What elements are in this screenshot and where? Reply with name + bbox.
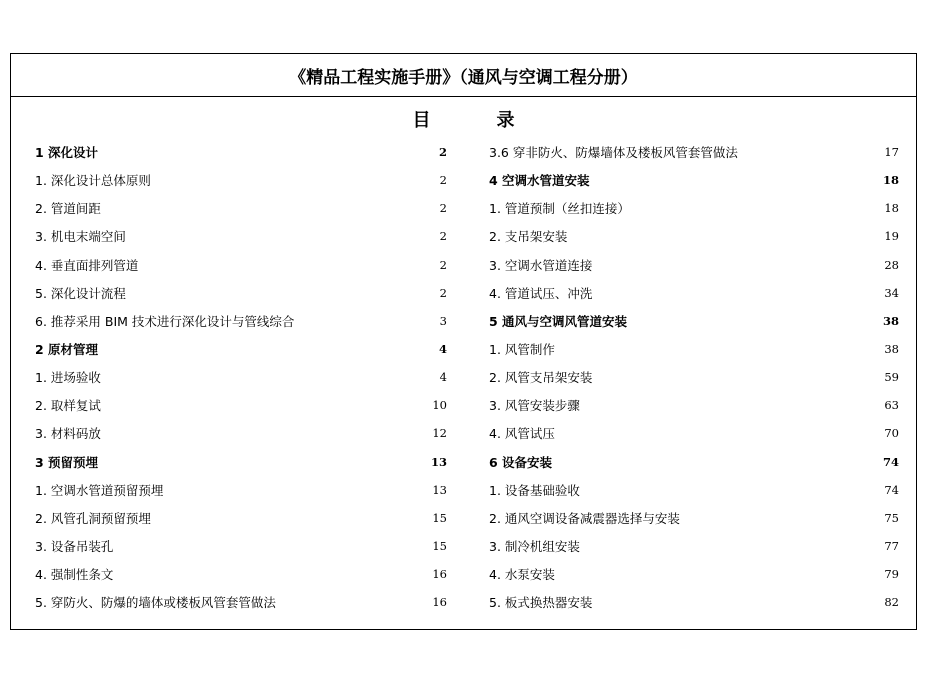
toc-entry-label: 1. 空调水管道预留预埋 [35, 482, 164, 498]
toc-entry-label: 2 原材管理 [35, 342, 99, 358]
toc-entry-label: 4 空调水管道安装 [489, 173, 590, 189]
toc-entry-label: 3. 机电末端空间 [35, 229, 126, 245]
toc-entry-page-number: 79 [884, 567, 899, 582]
toc-entry[interactable] [489, 419, 899, 447]
toc-entry-label: 1. 设备基础验收 [489, 482, 580, 498]
toc-section-entry[interactable] [35, 138, 447, 166]
toc-entry-page-number: 2 [439, 201, 447, 216]
toc-entry-page-number: 77 [884, 539, 899, 554]
toc-entry-page-number: 15 [432, 510, 447, 525]
toc-entry-label: 3. 设备吊装孔 [35, 539, 114, 555]
toc-entry-label: 2. 风管支吊架安装 [489, 370, 593, 386]
toc-entry[interactable] [489, 279, 899, 307]
toc-entry-label: 4. 强制性条文 [35, 567, 114, 583]
toc-entry[interactable] [35, 363, 447, 391]
toc-entry-page-number: 2 [439, 229, 447, 244]
toc-entry[interactable] [489, 588, 899, 616]
toc-entry-label: 3. 制冷机组安装 [489, 539, 580, 555]
document-frame [10, 53, 917, 630]
toc-entry-page-number: 3 [439, 313, 447, 328]
toc-entry-label: 4. 水泵安装 [489, 567, 555, 583]
toc-entry-label: 4. 风管试压 [489, 426, 555, 442]
toc-entry-page-number: 18 [884, 201, 899, 216]
toc-entry-label: 1. 深化设计总体原则 [35, 173, 151, 189]
toc-entry[interactable] [35, 307, 447, 335]
toc-entry-label: 3. 空调水管道连接 [489, 257, 593, 273]
toc-entry-label: 1. 进场验收 [35, 370, 101, 386]
toc-entry[interactable] [35, 476, 447, 504]
toc-entry-page-number: 38 [882, 313, 899, 328]
toc-entry-label: 4. 管道试压、冲洗 [489, 285, 593, 301]
toc-entry-label: 6. 推荐采用 BIM 技术进行深化设计与管线综合 [35, 313, 295, 329]
toc-entry[interactable] [489, 363, 899, 391]
toc-entry[interactable] [489, 138, 899, 166]
toc-entry-page-number: 15 [432, 539, 447, 554]
toc-entry[interactable] [489, 194, 899, 222]
toc-entry-label: 1. 风管制作 [489, 342, 555, 358]
toc-entry-label: 4. 垂直面排列管道 [35, 257, 139, 273]
toc-entry-page-number: 74 [884, 482, 899, 497]
toc-entry-label: 1 深化设计 [35, 145, 99, 161]
toc-entry-label: 5. 穿防火、防爆的墙体或楼板风管套管做法 [35, 595, 276, 611]
toc-entry-page-number: 74 [882, 454, 899, 469]
toc-entry-page-number: 2 [439, 285, 447, 300]
toc-entry[interactable] [35, 194, 447, 222]
toc-entry[interactable] [35, 222, 447, 250]
toc-entry-page-number: 13 [432, 482, 447, 497]
toc-entry-label: 3 预留预埋 [35, 454, 99, 470]
toc-entry-label: 3. 风管安装步骤 [489, 398, 580, 414]
toc-section-entry[interactable] [489, 307, 899, 335]
toc-entry-label: 5. 板式换热器安装 [489, 595, 593, 611]
toc-entry-page-number: 34 [884, 285, 899, 300]
toc-entry-label: 2. 风管孔洞预留预埋 [35, 510, 151, 526]
toc-entry[interactable] [35, 419, 447, 447]
toc-entry-page-number: 63 [884, 398, 899, 413]
toc-left-column [35, 138, 447, 616]
toc-entry[interactable] [489, 222, 899, 250]
toc-entry[interactable] [489, 504, 899, 532]
toc-entry-page-number: 12 [432, 426, 447, 441]
toc-entry-page-number: 18 [882, 173, 899, 188]
toc-entry-page-number: 2 [439, 257, 447, 272]
toc-entry[interactable] [35, 279, 447, 307]
toc-entry-page-number: 10 [432, 398, 447, 413]
document-title: 《精品工程实施手册》（通风与空调工程分册） [11, 54, 916, 97]
toc-entry-page-number: 75 [884, 510, 899, 525]
toc-entry[interactable] [489, 391, 899, 419]
toc-entry-label: 2. 管道间距 [35, 201, 101, 217]
toc-section-entry[interactable] [35, 448, 447, 476]
toc-entry[interactable] [35, 166, 447, 194]
toc-entry-label: 5 通风与空调风管道安装 [489, 313, 628, 329]
toc-entry[interactable] [489, 335, 899, 363]
toc-entry[interactable] [489, 251, 899, 279]
toc-entry-page-number: 2 [439, 173, 447, 188]
toc-entry[interactable] [489, 560, 899, 588]
toc-entry-label: 2. 通风空调设备减震器选择与安装 [489, 510, 680, 526]
toc-entry-label: 3. 材料码放 [35, 426, 101, 442]
toc-entry-page-number: 17 [884, 145, 899, 160]
toc-entry[interactable] [35, 588, 447, 616]
toc-entry-page-number: 16 [432, 595, 447, 610]
toc-entry[interactable] [35, 560, 447, 588]
toc-entry-label: 3.6 穿非防火、防爆墙体及楼板风管套管做法 [489, 145, 738, 161]
toc-entry-page-number: 19 [884, 229, 899, 244]
toc-entry[interactable] [35, 532, 447, 560]
toc-entry[interactable] [35, 504, 447, 532]
toc-entry[interactable] [489, 532, 899, 560]
toc-entry-page-number: 4 [438, 342, 447, 357]
toc-entry-label: 2. 取样复试 [35, 398, 101, 414]
toc-entry-page-number: 4 [439, 370, 447, 385]
toc-entry-page-number: 82 [884, 595, 899, 610]
toc-section-entry[interactable] [35, 335, 447, 363]
toc-section-entry[interactable] [489, 166, 899, 194]
toc-entry-label: 1. 管道预制（丝扣连接） [489, 201, 630, 217]
toc-entry-page-number: 28 [884, 257, 899, 272]
toc-entry-page-number: 38 [884, 342, 899, 357]
toc-entry[interactable] [35, 391, 447, 419]
toc-entry-label: 5. 深化设计流程 [35, 285, 126, 301]
toc-entry-page-number: 16 [432, 567, 447, 582]
toc-entry-label: 2. 支吊架安装 [489, 229, 568, 245]
toc-entry-label: 6 设备安装 [489, 454, 553, 470]
toc-entry[interactable] [489, 476, 899, 504]
toc-right-column [489, 138, 899, 616]
toc-entry-page-number: 13 [430, 454, 447, 469]
toc-entry-page-number: 70 [884, 426, 899, 441]
toc-entry-page-number: 2 [438, 145, 447, 160]
toc-section-entry[interactable] [489, 448, 899, 476]
toc-heading: 目录 [412, 110, 581, 131]
toc-entry-page-number: 59 [884, 370, 899, 385]
toc-entry[interactable] [35, 251, 447, 279]
